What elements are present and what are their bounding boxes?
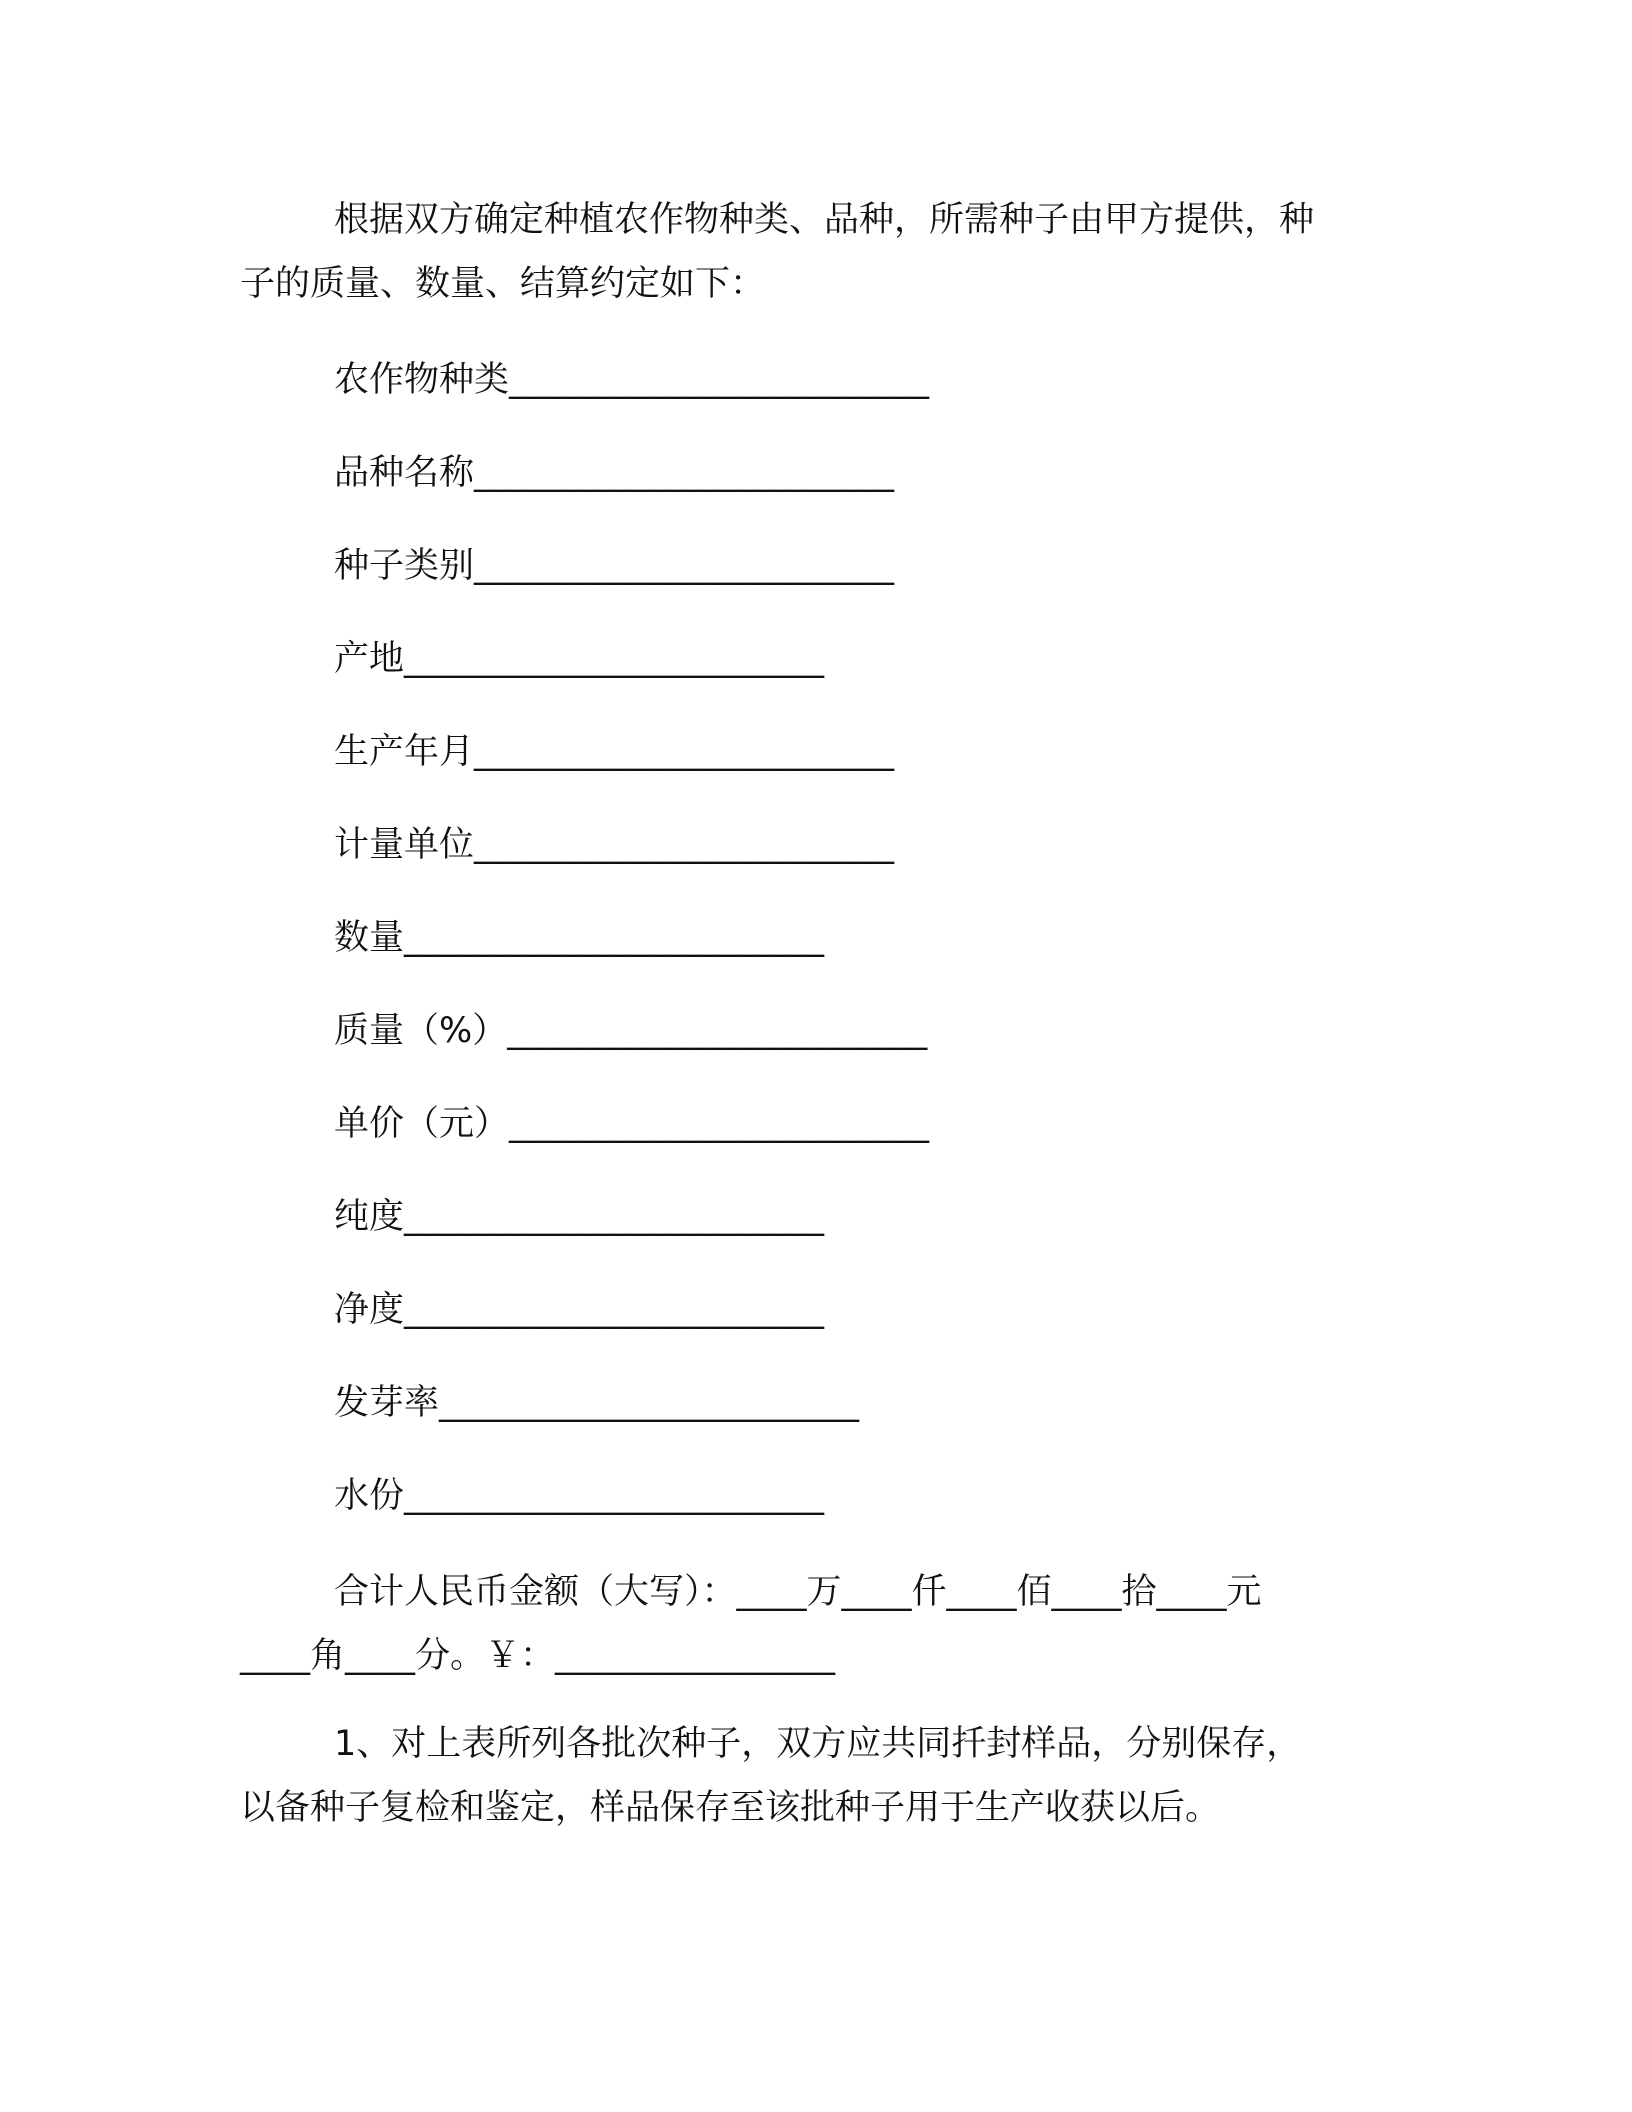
field-label: 单价（元） [334, 1104, 510, 1144]
field-origin [334, 635, 824, 683]
field-blank: ________________________ [474, 732, 895, 772]
clause-1-line-2: 以备种子复检和鉴定，样品保存至该批种子用于生产收获以后。 [240, 1788, 1221, 1828]
clause-1-line-1: 1、对上表所列各批次种子，双方应共同扦封样品，分别保存， [334, 1724, 1302, 1764]
field-cleanliness [334, 1286, 824, 1334]
field-blank: ________________________ [439, 1383, 860, 1423]
field-quality [334, 1007, 927, 1055]
field-blank: ________________________ [404, 1476, 825, 1516]
field-blank: ________________________ [474, 825, 895, 865]
field-label: 发芽率 [334, 1383, 440, 1423]
field-label: 质量（%） [334, 1011, 508, 1051]
field-label: 品种名称 [334, 453, 475, 493]
field-label: 生产年月 [334, 732, 475, 772]
field-label: 数量 [334, 918, 405, 958]
field-blank: ________________________ [507, 1011, 928, 1051]
clause-1-paragraph [240, 1712, 1400, 1840]
field-purity [334, 1193, 824, 1241]
intro-line-1: 根据双方确定种植农作物种类、品种，所需种子由甲方提供，种 [334, 200, 1315, 240]
field-blank: ________________________ [404, 639, 825, 679]
field-blank: ________________________ [509, 360, 930, 400]
document-page [240, 0, 1400, 2112]
field-blank: ________________________ [404, 1197, 825, 1237]
field-unit [334, 821, 894, 869]
field-production-date [334, 728, 894, 776]
total-line-2: ____角____分。￥：________________ [240, 1636, 836, 1676]
intro-line-2: 子的质量、数量、结算约定如下： [240, 264, 766, 304]
field-seed-category [334, 542, 894, 590]
field-label: 产地 [334, 639, 405, 679]
field-germination-rate [334, 1379, 859, 1427]
field-blank: ________________________ [404, 1290, 825, 1330]
field-blank: ________________________ [404, 918, 825, 958]
field-quantity [334, 914, 824, 962]
intro-paragraph [240, 188, 1400, 316]
field-blank: ________________________ [474, 546, 895, 586]
field-variety-name [334, 449, 894, 497]
field-label: 水份 [334, 1476, 405, 1516]
field-label: 净度 [334, 1290, 405, 1330]
field-label: 计量单位 [334, 825, 475, 865]
field-label: 纯度 [334, 1197, 405, 1237]
field-label: 农作物种类 [334, 360, 510, 400]
total-amount-paragraph [240, 1560, 1400, 1688]
field-unit-price [334, 1100, 929, 1148]
field-blank: ________________________ [509, 1104, 930, 1144]
field-blank: ________________________ [474, 453, 895, 493]
total-line-1: 合计人民币金额（大写）：____万____仟____佰____拾____元 [334, 1572, 1262, 1612]
field-crop-type [334, 356, 929, 404]
field-moisture [334, 1472, 824, 1520]
field-label: 种子类别 [334, 546, 475, 586]
